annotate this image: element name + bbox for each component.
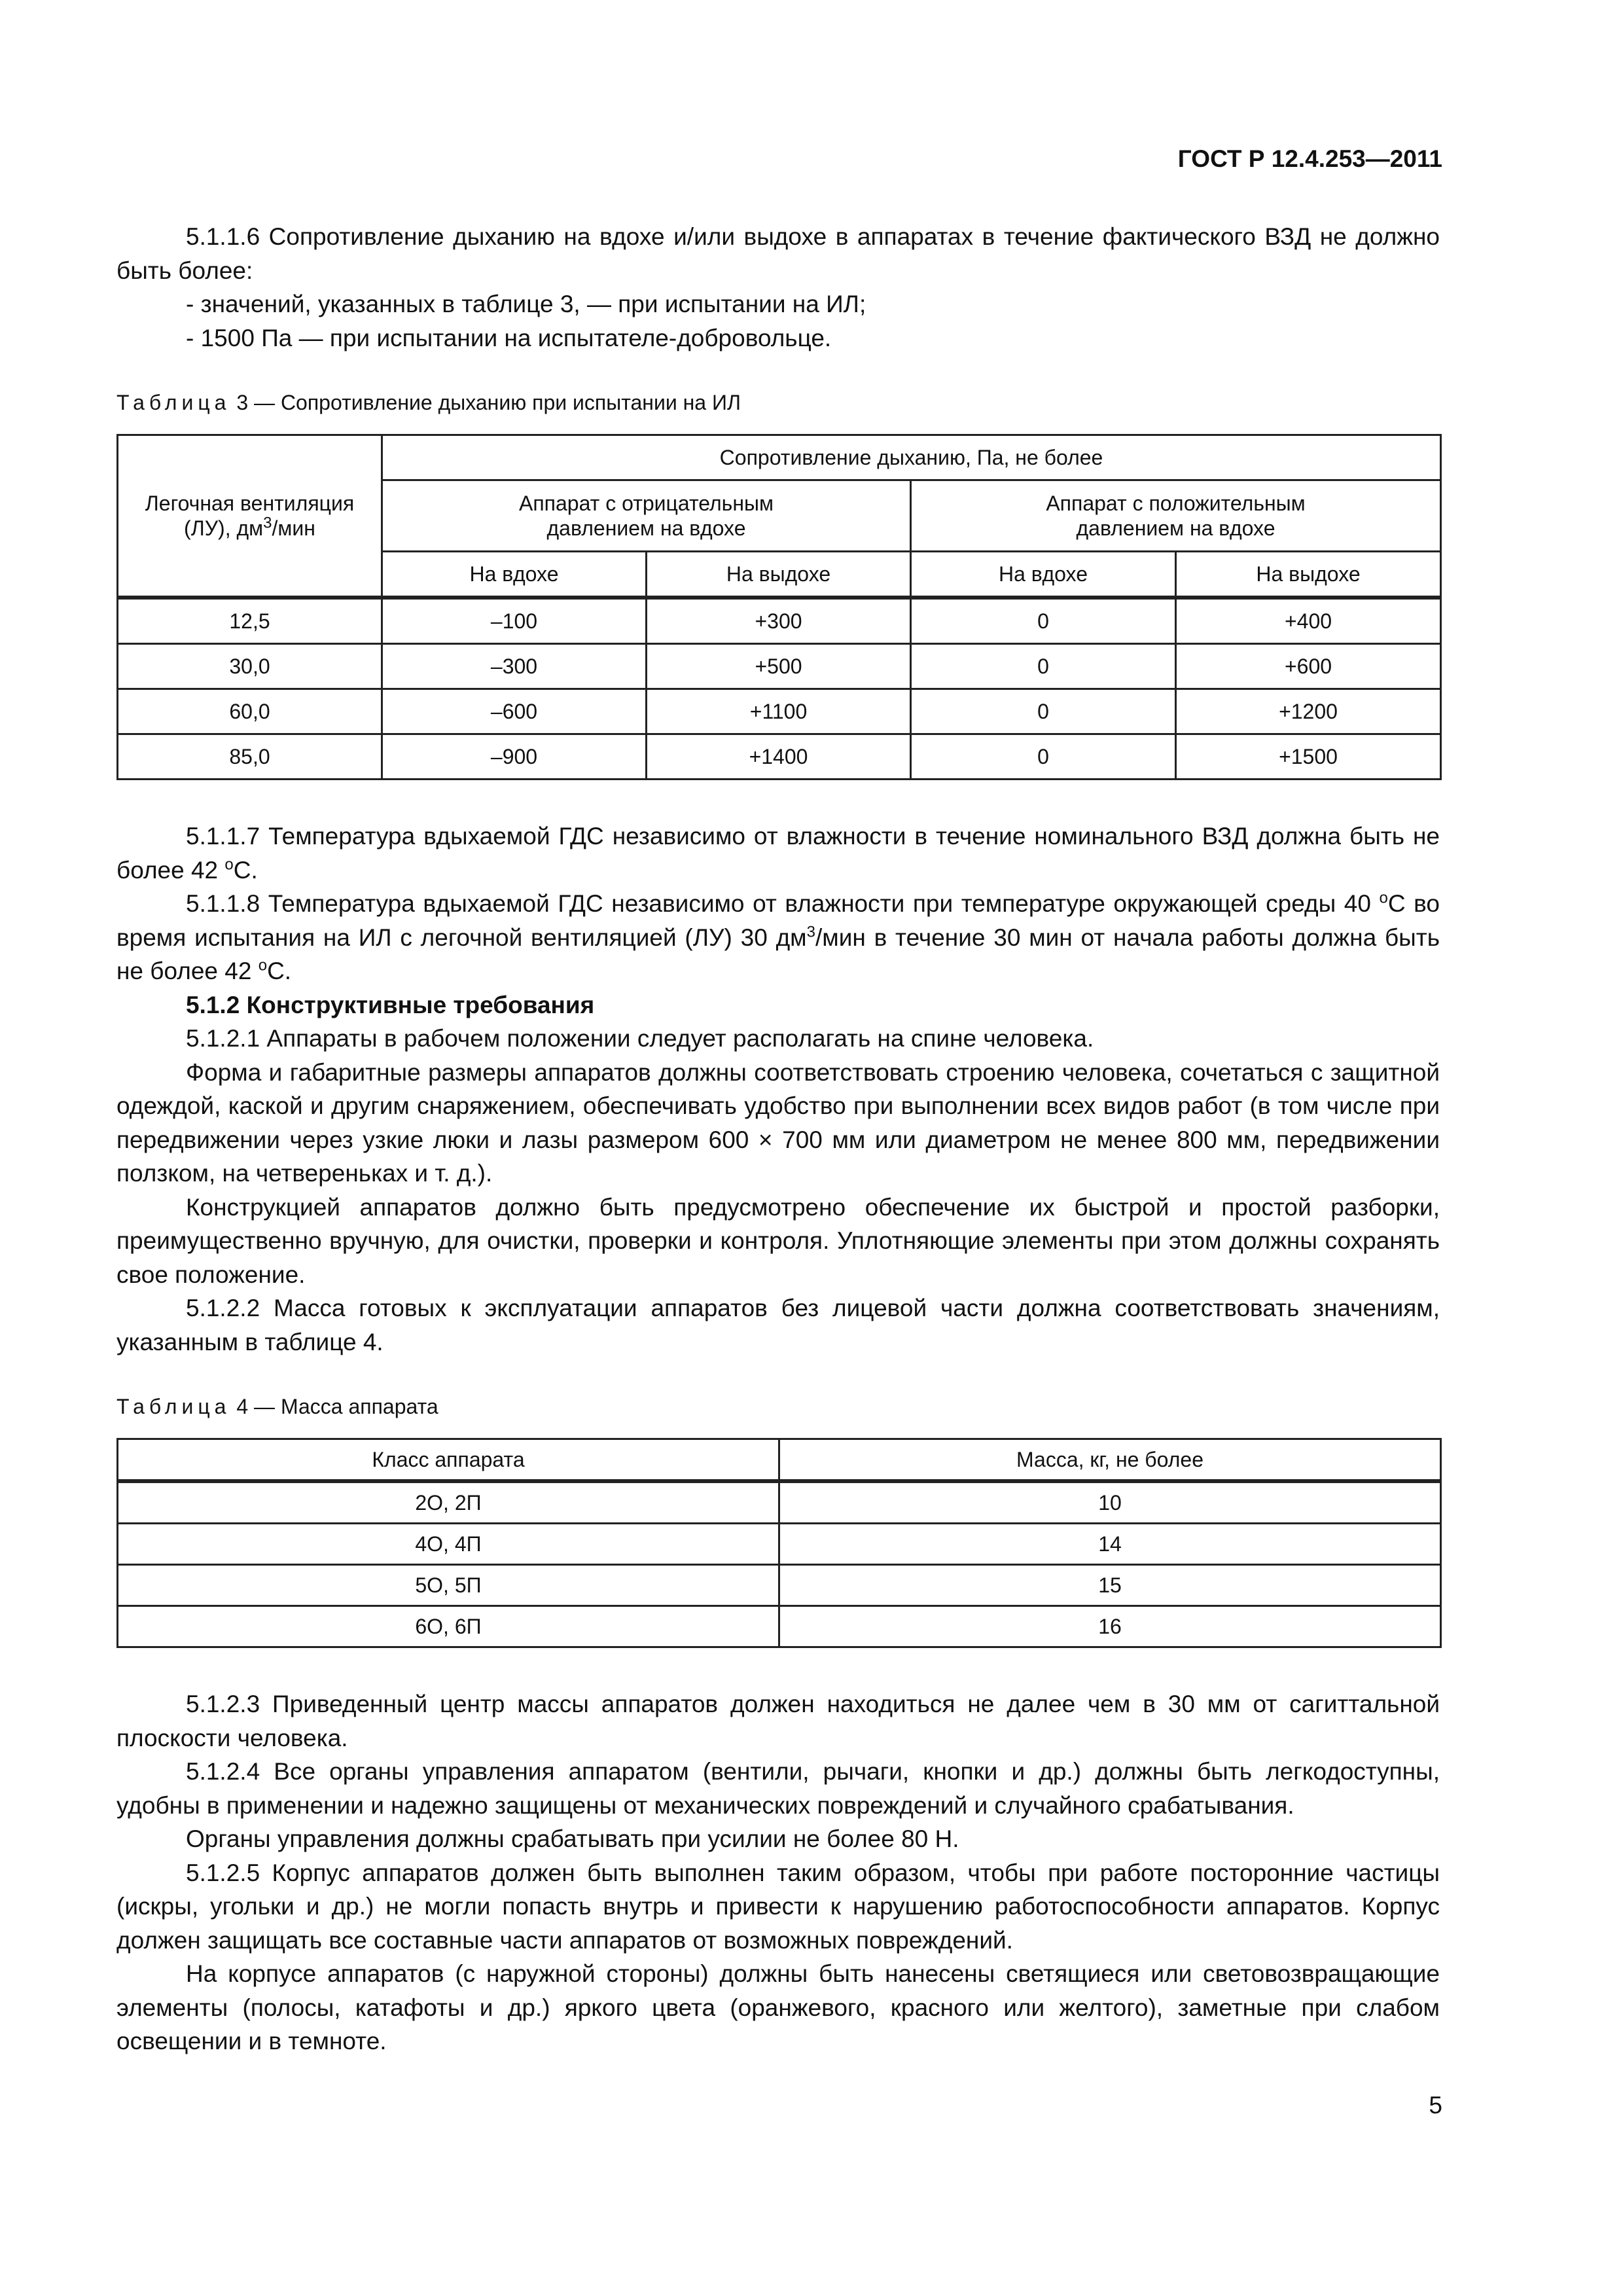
table-cell: +500	[647, 644, 911, 689]
table-cell: –100	[382, 598, 647, 644]
table4-caption	[116, 1392, 1440, 1421]
table-cell: 0	[911, 598, 1176, 644]
paragraph-5-1-1-6: 5.1.1.6 Сопротивление дыханию на вдохе и/или выдохе в аппаратах в течение фактического ВЗД не должно быть более:	[116, 223, 1440, 284]
table-cell: 30,0	[118, 644, 382, 689]
table-row	[118, 644, 1441, 689]
table-row	[118, 1565, 1441, 1606]
document-header-gost: ГОСТ Р 12.4.253—2011	[1177, 145, 1442, 172]
paragraph-5-1-2-4: 5.1.2.4 Все органы управления аппаратом (вентили, рычаги, кнопки и др.) должны быть легкодоступны, удобны в применении и надежно защищены от механических повреждений и случайного срабатывания.	[116, 1758, 1440, 1819]
paragraph-construction: Конструкцией аппаратов должно быть предусмотрено обеспечение их быстрой и простой разборки, преимущественно вручную, для очистки, проверки и контроля. Уплотняющие элементы при этом должны сохранять свое положение.	[116, 1193, 1440, 1288]
table-cell: –900	[382, 734, 647, 780]
table-cell: +600	[1176, 644, 1441, 689]
header-resistance: Сопротивление дыханию, Па, не более	[382, 435, 1441, 480]
table-cell: +300	[647, 598, 911, 644]
table-cell: 10	[779, 1481, 1441, 1524]
header-positive-pressure: Аппарат с положительным давлением на вдохе	[911, 480, 1441, 552]
table-cell: 0	[911, 689, 1176, 734]
table-cell: 6О, 6П	[118, 1606, 779, 1647]
paragraph-controls: Органы управления должны срабатывать при усилии не более 80 Н.	[186, 1825, 959, 1852]
paragraph-5-1-2-2: 5.1.2.2 Масса готовых к эксплуатации аппаратов без лицевой части должна соответствовать значениям, указанным в таблице 4.	[116, 1295, 1440, 1355]
paragraph-5-1-2-1: 5.1.2.1 Аппараты в рабочем положении следует располагать на спине человека.	[186, 1025, 1094, 1052]
table-4	[116, 1438, 1442, 1648]
table-cell: 5О, 5П	[118, 1565, 779, 1606]
table-3	[116, 434, 1442, 780]
paragraph-form: Форма и габаритные размеры аппаратов должны соответствовать строению человека, сочетаться с защитной одеждой, каской и другим снаряжением, обеспечивать удобство при выполнении всех видов работ (в том числе при передвижении через узкие люки и лазы размером 600 × 700 мм или диаметром не менее 800 мм, передвижении ползком, на четвереньках и т. д.).	[116, 1058, 1440, 1187]
paragraph-5-1-1-8: 5.1.1.8 Температура вдыхаемой ГДС независимо от влажности при температуре окружающей среды 40 $^о$С во время испытания на ИЛ с легочной вентиляцией (ЛУ) 30 $дм^3$/мин в течение 30 мин от начала работы должна быть не более 42 $^о$С.	[116, 889, 1440, 984]
page-number: 5	[1429, 2092, 1442, 2119]
table-cell: 85,0	[118, 734, 382, 780]
table-cell: 60,0	[118, 689, 382, 734]
table-cell: 12,5	[118, 598, 382, 644]
table-cell: 2О, 2П	[118, 1481, 779, 1524]
paragraph-5-1-2-3: 5.1.2.3 Приведенный центр массы аппаратов должен находиться не далее чем в 30 мм от сагиттальной плоскости человека.	[116, 1691, 1440, 1751]
table-cell: 0	[911, 734, 1176, 780]
header-inhale: На вдохе	[911, 552, 1176, 598]
table-cell: –300	[382, 644, 647, 689]
table4-caption-label: Таблица	[116, 1395, 231, 1418]
header-inhale: На вдохе	[382, 552, 647, 598]
paragraph-body: На корпусе аппаратов (с наружной стороны) должны быть нанесены светящиеся или световозвращающие элементы (полосы, катафоты и др.) яркого цвета (оранжевого, красного или желтого), заметные при слабом освещении и в темноте.	[116, 1960, 1440, 2054]
page-content	[116, 220, 1440, 2058]
table-row	[118, 1606, 1441, 1647]
table-cell: 15	[779, 1565, 1441, 1606]
table-cell: 14	[779, 1524, 1441, 1565]
table-row	[118, 598, 1441, 644]
table-cell: +400	[1176, 598, 1441, 644]
table4-caption-text: 4 — Масса аппарата	[230, 1395, 438, 1418]
header-class: Класс аппарата	[118, 1439, 779, 1482]
table-cell: –600	[382, 689, 647, 734]
table3-caption	[116, 388, 1440, 417]
table-cell: 0	[911, 644, 1176, 689]
table-row	[118, 1481, 1441, 1524]
table-row	[118, 1524, 1441, 1565]
header-negative-pressure: Аппарат с отрицательным давлением на вдохе	[382, 480, 911, 552]
list-item-1: - значений, указанных в таблице 3, — при испытании на ИЛ;	[186, 291, 866, 317]
paragraph-5-1-1-7: 5.1.1.7 Температура вдыхаемой ГДС независимо от влажности в течение номинального ВЗД должна быть не более 42 $^о$С.	[116, 823, 1440, 884]
table-cell: +1400	[647, 734, 911, 780]
table-row	[118, 689, 1441, 734]
table-cell: +1100	[647, 689, 911, 734]
table3-caption-text: 3 — Сопротивление дыханию при испытании на ИЛ	[230, 391, 741, 414]
table-cell: +1500	[1176, 734, 1441, 780]
header-lung-ventilation: Легочная вентиляция (ЛУ), $дм^3$/мин	[118, 435, 382, 598]
table-cell: 4О, 4П	[118, 1524, 779, 1565]
paragraph-5-1-2-5: 5.1.2.5 Корпус аппаратов должен быть выполнен таким образом, чтобы при работе посторонние частицы (искры, угольки и др.) не могли попасть внутрь и привести к нарушению работоспособности аппаратов. Корпус должен защищать все составные части аппаратов от возможных повреждений.	[116, 1859, 1440, 1954]
table-cell: 16	[779, 1606, 1441, 1647]
table-cell: +1200	[1176, 689, 1441, 734]
section-heading-5-1-2: 5.1.2 Конструктивные требования	[186, 991, 595, 1018]
table-row	[118, 734, 1441, 780]
header-exhale: На выдохе	[647, 552, 911, 598]
table3-caption-label: Таблица	[116, 391, 231, 414]
header-exhale: На выдохе	[1176, 552, 1441, 598]
header-mass: Масса, кг, не более	[779, 1439, 1441, 1482]
list-item-2: - 1500 Па — при испытании на испытателе-добровольце.	[186, 324, 832, 351]
